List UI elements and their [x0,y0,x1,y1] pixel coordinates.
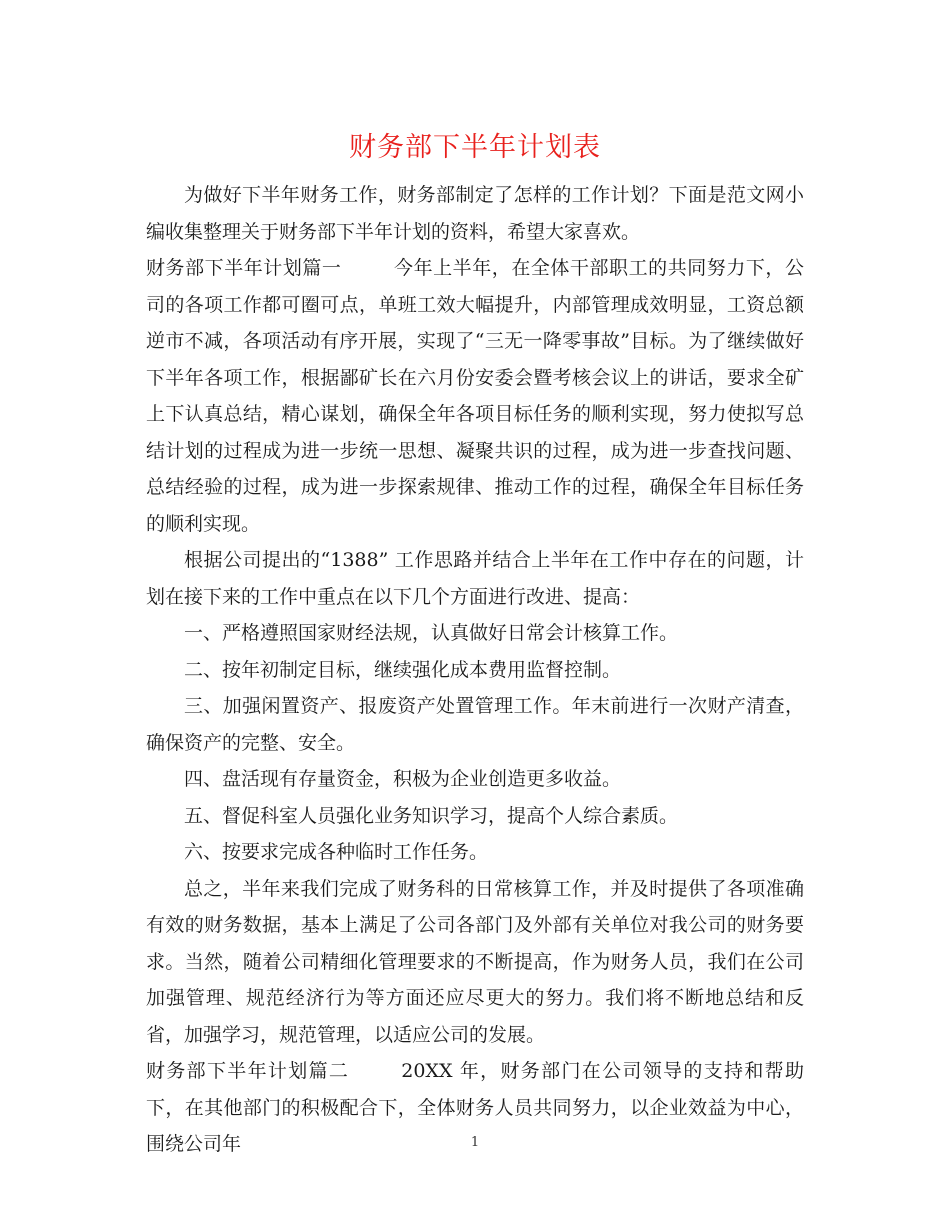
list-item: 四、盘活现有存量资金，积极为企业创造更多收益。 [184,768,622,790]
list-item: 五、督促科室人员强化业务知识学习，提高个人综合素质。 [184,804,679,827]
list-item: 一、严格遵照国家财经法规，认真做好日常会计核算工作。 [184,622,679,644]
intro-paragraph: 为做好下半年财务工作，财务部制定了怎样的工作计划？下面是范文网小编收集整理关于财务部下半年计划的资料，希望大家喜欢。 [146,184,804,243]
section1-heading: 财务部下半年计划篇一 [146,257,342,279]
page-number: 1 [470,1135,480,1150]
section2-heading: 财务部下半年计划篇二 [146,1060,350,1082]
section2-text: 20XX 年，财务部门在公司领导的支持和帮助下，在其他部门的积极配合下，全体财务人员共同努力，以企业效益为中心，围绕公司年 [146,1060,804,1155]
list-item: 六、按要求完成各种临时工作任务。 [184,841,489,863]
summary-paragraph: 总之，半年来我们完成了财务科的日常核算工作，并及时提供了各项准确有效的财务数据，基本上满足了公司各部门及外部有关单位对我公司的财务要求。当然，随着公司精细化管理要求的不断提高，作为财务人员，我们在公司加强管理、规范经济行为等方面还应尽更大的努力。我们将不断地总结和反省，加强学习，规范管理，以适应公司的发展。 [146,877,804,1046]
list-item: 二、按年初制定目标，继续强化成本费用监督控制。 [184,658,622,681]
list-item: 三、加强闲置资产、报废资产处置管理工作。年末前进行一次财产清查，确保资产的完整、安全。 [146,695,804,754]
document-title: 财务部下半年计划表 [349,132,601,163]
section1-text: 今年上半年，在全体干部职工的共同努力下，公司的各项工作都可圈可点，单班工效大幅提升，内部管理成效明显，工资总额逆市不减，各项活动有序开展，实现了“三无一降零事故”目标。为了继续做好下半年各项工作，根据鄙矿长在六月份安委会暨考核会议上的讲话，要求全矿上下认真总结，精心谋划，确保全年各项目标任务的顺利实现，努力使拟写总结计划的过程成为进一步统一思想、凝聚共识的过程，成为进一步查找问题、总结经验的过程，成为进一步探索规律、推动工作的过程，确保全年目标任务的顺利实现。 [146,257,804,535]
plan-intro-paragraph: 根据公司提出的“1388” 工作思路并结合上半年在工作中存在的问题，计划在接下来的工作中重点在以下几个方面进行改进、提高： [146,549,804,608]
section1-paragraph [146,250,804,542]
document-body [146,177,804,1163]
